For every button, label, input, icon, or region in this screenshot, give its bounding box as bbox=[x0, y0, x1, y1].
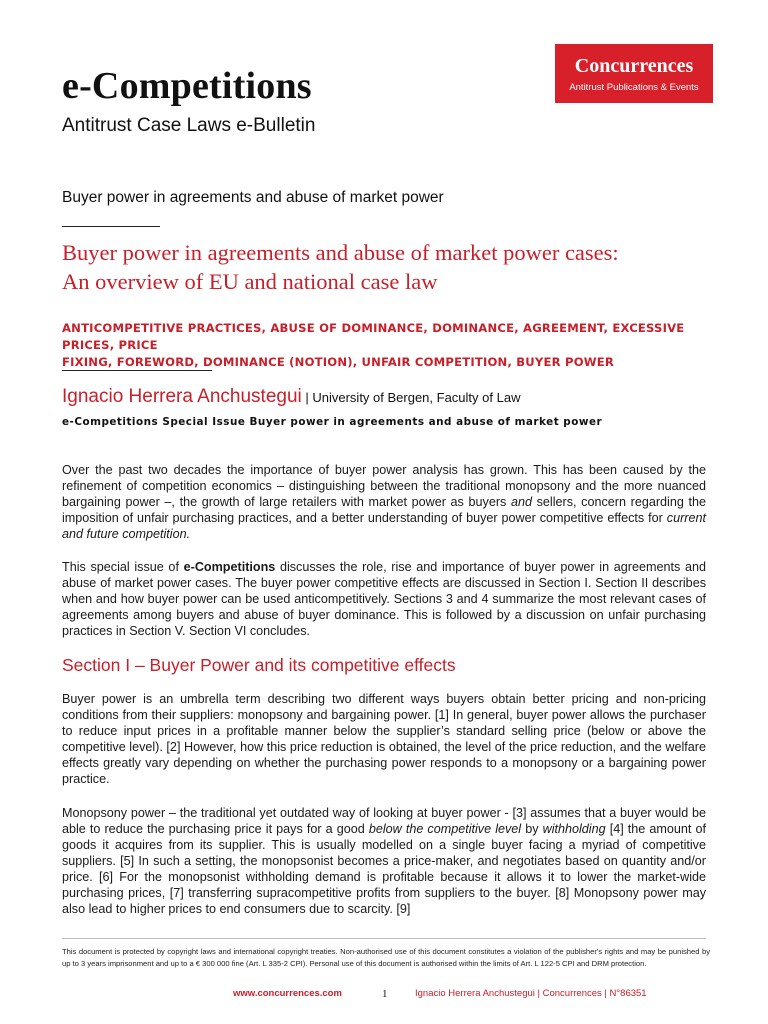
p1-text-b: sellers, concern regarding the imposition of unfair purchasing practices, and a better understanding of buyer power competitive effects for bbox=[62, 495, 706, 525]
footer-citation: Ignacio Herrera Anchustegui | Concurrences | N°86351 bbox=[415, 988, 647, 999]
paragraph-buyer-power: Buyer power is an umbrella term describing two different ways buyers obtain better pricing and non-pricing conditions from their suppliers: monopsony and bargaining power. [1] In general, buyer power allows the purchaser to reduce input prices in a profitable manner below the supplier’s standard selling price (below or above the competitive level). [2] However, how this price reduction is obtained, the level of the price reduction, and the welfare effects greatly vary depending on whether the purchasing power responds to a monopsony or a bargaining power practice. bbox=[62, 692, 706, 786]
website-link[interactable]: www.concurrences.com bbox=[233, 988, 342, 999]
p2-text-a: This special issue of bbox=[62, 560, 184, 574]
paragraph-monopsony bbox=[62, 805, 706, 917]
article-title bbox=[62, 238, 722, 296]
keywords-line-1: ANTICOMPETITIVE PRACTICES, ABUSE OF DOMINANCE, DOMINANCE, AGREEMENT, EXCESSIVE PRICES, PRICE bbox=[62, 321, 685, 352]
p4-text-b: by bbox=[521, 822, 543, 836]
keywords-divider bbox=[62, 370, 212, 371]
p1-text-a: Over the past two decades the importance of buyer power analysis has grown. This has been caused by the refinement of competition economics – distinguishing between the traditional monopsony and the more nuanced bargaining power –, the growth of large retailers with market power as buyers bbox=[62, 463, 706, 509]
article-title-line-2: An overview of EU and national case law bbox=[62, 269, 438, 294]
p1-emphasis-competition: current and future competition. bbox=[62, 511, 706, 541]
p2-e-competitions: e-Competitions bbox=[183, 560, 276, 574]
logo-name: Concurrences bbox=[574, 55, 694, 77]
topic-divider bbox=[62, 226, 160, 227]
author-affiliation: | University of Bergen, Faculty of Law bbox=[301, 390, 521, 405]
logo-tagline: Antitrust Publications & Events bbox=[569, 82, 699, 93]
p4-text-c: [4] the amount of goods it acquires from its supplier. This is usually modelled on a single buyer facing a myriad of competitive suppliers. [5] In such a setting, the monopsonist becomes a price-maker, and negotiates based on quantity and/or price. [6] For the monopsonist withholding demand is profitable because it allows it to lower the market-wide purchasing prices, [7] transferring supracompetitive profits from suppliers to the buyer. [8] Monopsony power may also lead to higher prices to end consumers due to scarcity. [9] bbox=[62, 822, 706, 916]
concurrences-logo[interactable] bbox=[555, 44, 713, 103]
section-1-heading: Section I – Buyer Power and its competitive effects bbox=[62, 655, 456, 675]
publication-subtitle: Antitrust Case Laws e-Bulletin bbox=[62, 115, 316, 136]
p4-emphasis-withholding: withholding bbox=[542, 822, 606, 836]
special-issue-label[interactable]: e-Competitions Special Issue Buyer power in agreements and abuse of market power bbox=[62, 416, 603, 428]
p2-text-b: discusses the role, rise and importance of buyer power in agreements and abuse of market power cases. The buyer power competitive effects are discussed in Section I. Section II describes when and how buyer power can be used anticompetitively. Sections 3 and 4 summarize the most relevant cases of agreements among buyers and abuse of buyer dominance. This is followed by a discussion on unfair purchasing practices in Section V. Section VI concludes. bbox=[62, 560, 706, 638]
article-title-line-1: Buyer power in agreements and abuse of market power cases: bbox=[62, 240, 619, 265]
keywords bbox=[62, 320, 722, 371]
page-number: 1 bbox=[382, 988, 388, 1000]
author-line bbox=[62, 386, 722, 408]
footer-divider bbox=[62, 938, 706, 939]
keywords-line-2: FIXING, FOREWORD, DOMINANCE (NOTION), UNFAIR COMPETITION, BUYER POWER bbox=[62, 355, 614, 369]
p4-emphasis-competitive-level: below the competitive level bbox=[368, 822, 522, 836]
topic-title: Buyer power in agreements and abuse of market power bbox=[62, 189, 444, 206]
p1-emphasis-and: and bbox=[510, 495, 532, 509]
p4-text-a: Monopsony power – the traditional yet outdated way of looking at buyer power - [3] assumes that a buyer would be able to reduce the purchasing price it pays for a good bbox=[62, 806, 706, 836]
publication-title: e-Competitions bbox=[62, 65, 312, 107]
paragraph-intro bbox=[62, 462, 706, 542]
paragraph-overview bbox=[62, 559, 706, 639]
copyright-notice: This document is protected by copyright laws and international copyright treaties. Non-authorised use of this document constitutes a violation of the publisher's rights and may be punished by up to 3 years imprisonment and up to a € 300 000 fine (Art. L 335-2 CPI). Personal use of this document is authorised within the limits of Art. L 122-5 CPI and DRM protection. bbox=[62, 947, 710, 968]
author-name[interactable]: Ignacio Herrera Anchustegui bbox=[62, 386, 302, 407]
